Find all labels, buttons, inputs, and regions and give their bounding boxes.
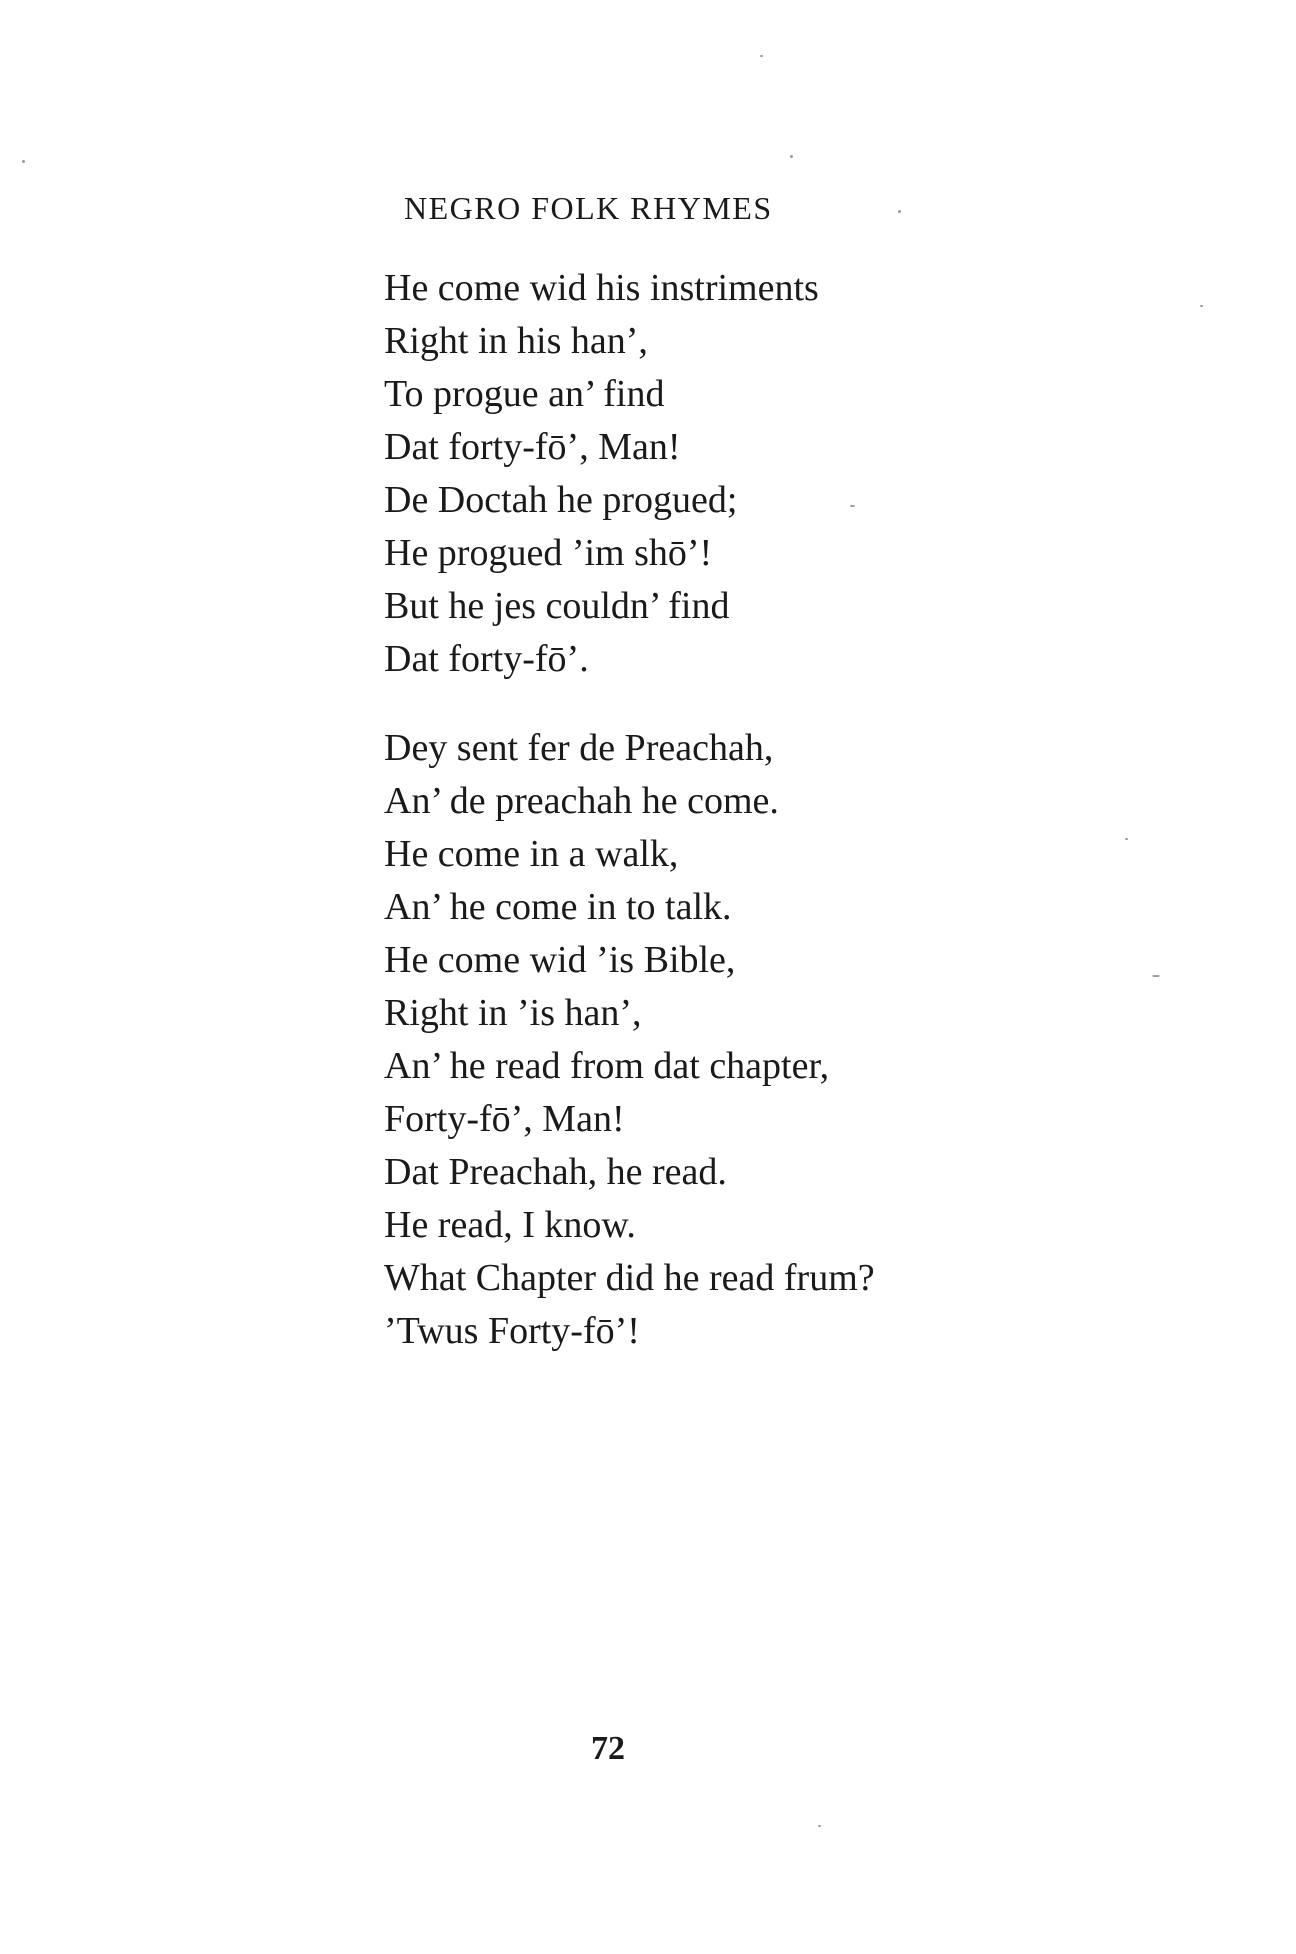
poem-line: He read, I know. xyxy=(384,1204,636,1246)
scan-speck xyxy=(790,155,793,158)
poem-line: De Doctah he progued; xyxy=(384,479,738,521)
poem-line: Forty-fō’, Man! xyxy=(384,1098,625,1140)
scan-speck xyxy=(818,1825,821,1827)
poem-line: What Chapter did he read frum? xyxy=(384,1257,875,1299)
stanza-1 xyxy=(384,262,1104,686)
scan-speck xyxy=(1152,975,1160,977)
poem-line: Dey sent fer de Preachah, xyxy=(384,727,774,769)
poem-line: Right in his han’, xyxy=(384,320,648,362)
scan-speck xyxy=(850,505,855,507)
poem-line: He progued ’im shō’! xyxy=(384,532,713,574)
poem xyxy=(384,262,1104,1358)
scan-speck xyxy=(1200,305,1203,307)
running-head: NEGRO FOLK RHYMES xyxy=(404,190,773,226)
poem-line: An’ he read from dat chapter, xyxy=(384,1045,830,1087)
poem-line: Dat forty-fō’. xyxy=(384,638,589,680)
poem-line: To progue an’ find xyxy=(384,373,665,415)
scan-speck xyxy=(760,55,763,57)
poem-line: But he jes couldn’ find xyxy=(384,585,730,627)
poem-line: An’ de preachah he come. xyxy=(384,780,779,822)
poem-line: Dat Preachah, he read. xyxy=(384,1151,727,1193)
poem-line: An’ he come in to talk. xyxy=(384,886,732,928)
stanza-2 xyxy=(384,722,1104,1358)
poem-line: He come wid his instriments xyxy=(384,267,819,309)
poem-line: ’Twus Forty-fō’! xyxy=(384,1310,640,1352)
page-number: 72 xyxy=(591,1730,625,1767)
poem-line: He come wid ’is Bible, xyxy=(384,939,736,981)
poem-line: He come in a walk, xyxy=(384,833,679,875)
scan-speck xyxy=(22,160,25,163)
poem-line: Dat forty-fō’, Man! xyxy=(384,426,681,468)
scan-speck xyxy=(1125,838,1128,840)
poem-line: Right in ’is han’, xyxy=(384,992,642,1034)
scan-speck xyxy=(898,210,901,213)
